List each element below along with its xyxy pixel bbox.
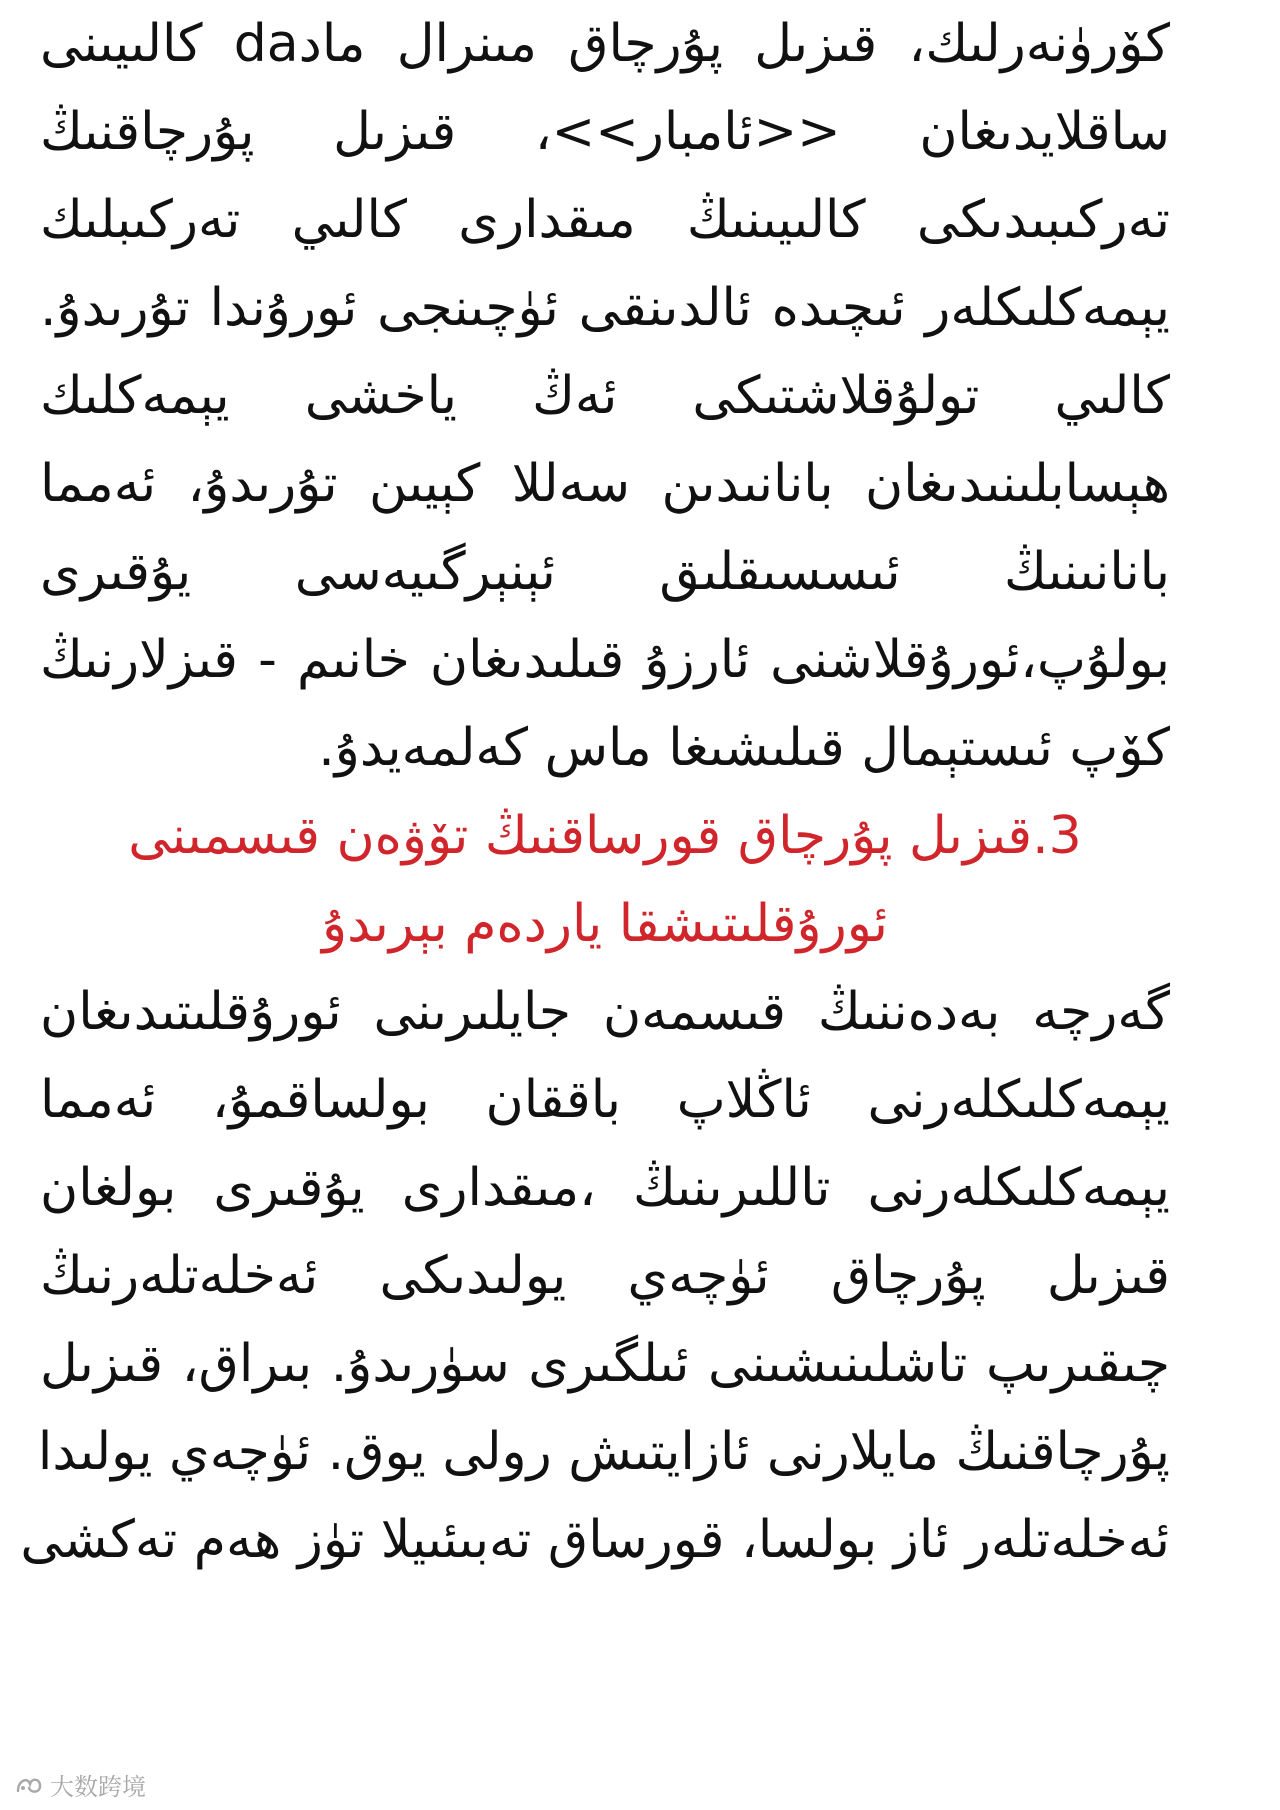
body-line: ھېسابلىنىدىغان بانانىدىن سەللا كېيىن تۇرىدۇ، ئەمما (40, 454, 1170, 514)
body-line: ئەخلەتلەر ئاز بولسا، قورساق تەبىئىيلا تۈز ھەم تەكشى (20, 1510, 1170, 1570)
body-line: كۆپ ئىستېمال قىلىشىغا ماس كەلمەيدۇ. (318, 718, 1170, 778)
section-heading-line: ئورۇقلىتىشقا ياردەم بېرىدۇ (321, 894, 889, 954)
watermark-logo-icon (14, 1774, 44, 1796)
body-line: چىقىرىپ تاشلىنىشىنى ئىلگىرى سۈرىدۇ. بىراق، قىزىل (40, 1334, 1170, 1394)
body-line: گەرچە بەدەننىڭ قىسمەن جايلىرىنى ئورۇقلىتىدىغان (40, 982, 1170, 1042)
watermark (14, 1767, 146, 1802)
body-line: يېمەكلىكلەرنى ئاڭلاپ باققان بولساقمۇ، ئەمما (40, 1070, 1170, 1130)
body-line: بولۇپ،ئورۇقلاشنى ئارزۇ قىلىدىغان خانىم - قىزلارنىڭ (40, 630, 1170, 690)
watermark-text: 大数跨境 (50, 1773, 146, 1801)
body-line: يېمەكلىكلەر ئىچىدە ئالدىنقى ئۈچىنجى ئورۇندا تۇرىدۇ. (40, 278, 1170, 338)
body-line: كالىي تولۇقلاشتىكى ئەڭ ياخشى يېمەكلىك (40, 366, 1170, 426)
body-line: بانانىنىڭ ئىسسىقلىق ئېنېرگىيەسى يۇقىرى (40, 542, 1170, 602)
body-line: تەركىبىدىكى كالىيىنىڭ مىقدارى كالىي تەركىبلىك (40, 190, 1170, 250)
body-line: ساقلايدىغان <<ئامبار>>، قىزىل پۇرچاقنىڭ (40, 102, 1170, 162)
body-line: قىزىل پۇرچاق ئۈچەي يولىدىكى ئەخلەتلەرنىڭ (40, 1246, 1170, 1306)
body-line: يېمەكلىكلەرنى تاللىرىنىڭ ،مىقدارى يۇقىرى بولغان (40, 1158, 1170, 1218)
body-line: كۆرۈنەرلىك، قىزىل پۇرچاق مىنرال مادda كالىيىنى (40, 14, 1170, 74)
section-heading-line: 3.قىزىل پۇرچاق قورساقنىڭ تۆۋەن قىسمىنى (128, 806, 1082, 866)
body-line: پۇرچاقنىڭ مايلارنى ئازايتىش رولى يوق. ئۈچەي يولىدا (37, 1422, 1170, 1482)
document-body (20, 0, 1170, 1584)
